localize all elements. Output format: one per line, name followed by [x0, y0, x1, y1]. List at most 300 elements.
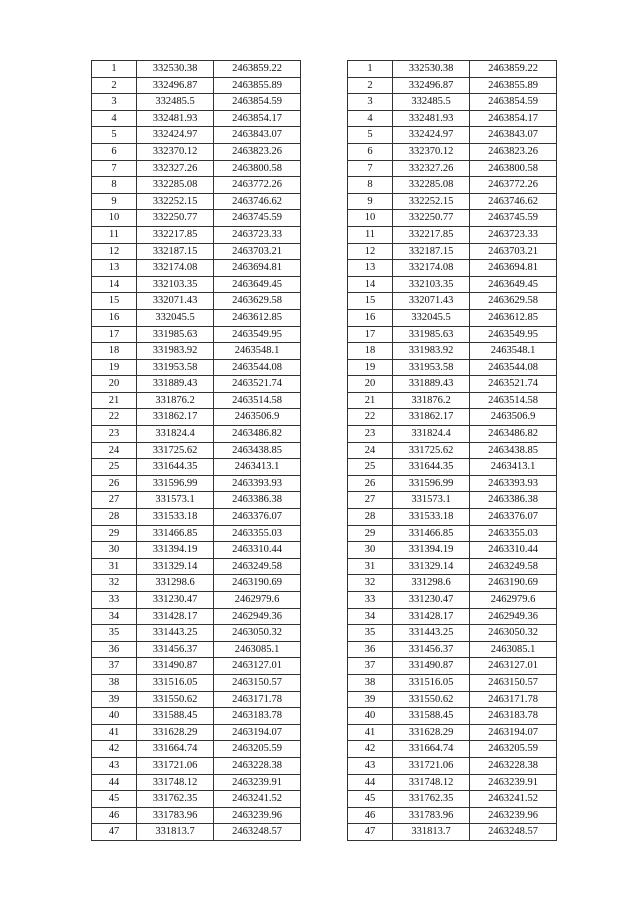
- x-coordinate-cell: 331725.62: [393, 442, 470, 459]
- x-coordinate-cell: 331466.85: [393, 525, 470, 542]
- table-row: [348, 127, 557, 144]
- x-coordinate-cell: 331813.7: [393, 824, 470, 841]
- y-coordinate-cell: 2463745.59: [214, 210, 301, 227]
- point-number-cell: 35: [92, 625, 137, 642]
- point-number-cell: 40: [92, 708, 137, 725]
- table-row: [92, 575, 301, 592]
- y-coordinate-cell: 2463745.59: [470, 210, 557, 227]
- x-coordinate-cell: 332530.38: [137, 61, 214, 78]
- table-row: [92, 293, 301, 310]
- y-coordinate-cell: 2463171.78: [470, 691, 557, 708]
- y-coordinate-cell: 2463355.03: [470, 525, 557, 542]
- point-number-cell: 39: [92, 691, 137, 708]
- table-row: [348, 243, 557, 260]
- point-number-cell: 16: [348, 309, 393, 326]
- table-row: [348, 359, 557, 376]
- point-number-cell: 37: [92, 658, 137, 675]
- y-coordinate-cell: 2463241.52: [470, 791, 557, 808]
- table-row: [92, 409, 301, 426]
- table-row: [348, 77, 557, 94]
- y-coordinate-cell: 2463127.01: [214, 658, 301, 675]
- point-number-cell: 38: [92, 674, 137, 691]
- x-coordinate-cell: 331490.87: [137, 658, 214, 675]
- point-number-cell: 45: [92, 791, 137, 808]
- x-coordinate-cell: 331230.47: [393, 592, 470, 609]
- x-coordinate-cell: 331588.45: [393, 708, 470, 725]
- y-coordinate-cell: 2463386.38: [470, 492, 557, 509]
- y-coordinate-cell: 2463723.33: [470, 226, 557, 243]
- y-coordinate-cell: 2463050.32: [214, 625, 301, 642]
- table-row: [348, 210, 557, 227]
- x-coordinate-cell: 332103.35: [137, 276, 214, 293]
- point-number-cell: 11: [348, 226, 393, 243]
- point-number-cell: 4: [348, 110, 393, 127]
- point-number-cell: 30: [92, 542, 137, 559]
- y-coordinate-cell: 2463549.95: [470, 326, 557, 343]
- table-row: [92, 525, 301, 542]
- point-number-cell: 11: [92, 226, 137, 243]
- point-number-cell: 41: [92, 724, 137, 741]
- x-coordinate-cell: 331725.62: [137, 442, 214, 459]
- x-coordinate-cell: 332370.12: [393, 143, 470, 160]
- table-row: [348, 774, 557, 791]
- x-coordinate-cell: 332485.5: [137, 94, 214, 111]
- point-number-cell: 17: [92, 326, 137, 343]
- y-coordinate-cell: 2463612.85: [470, 309, 557, 326]
- y-coordinate-cell: 2463228.38: [214, 757, 301, 774]
- y-coordinate-cell: 2463190.69: [470, 575, 557, 592]
- y-coordinate-cell: 2463843.07: [470, 127, 557, 144]
- y-coordinate-cell: 2463694.81: [214, 260, 301, 277]
- y-coordinate-cell: 2463228.38: [470, 757, 557, 774]
- table-row: [348, 658, 557, 675]
- x-coordinate-cell: 331644.35: [137, 459, 214, 476]
- point-number-cell: 14: [92, 276, 137, 293]
- x-coordinate-cell: 331824.4: [393, 426, 470, 443]
- table-row: [92, 824, 301, 841]
- table-row: [92, 475, 301, 492]
- y-coordinate-cell: 2463310.44: [214, 542, 301, 559]
- x-coordinate-cell: 331428.17: [137, 608, 214, 625]
- x-coordinate-cell: 331466.85: [137, 525, 214, 542]
- y-coordinate-cell: 2463183.78: [214, 708, 301, 725]
- point-number-cell: 36: [92, 641, 137, 658]
- point-number-cell: 47: [92, 824, 137, 841]
- table-row: [348, 558, 557, 575]
- point-number-cell: 22: [348, 409, 393, 426]
- x-coordinate-cell: 331876.2: [393, 392, 470, 409]
- table-row: [348, 293, 557, 310]
- y-coordinate-cell: 2463194.07: [470, 724, 557, 741]
- point-number-cell: 3: [348, 94, 393, 111]
- y-coordinate-cell: 2463050.32: [470, 625, 557, 642]
- x-coordinate-cell: 331748.12: [393, 774, 470, 791]
- y-coordinate-cell: 2463703.21: [214, 243, 301, 260]
- x-coordinate-cell: 331748.12: [137, 774, 214, 791]
- x-coordinate-cell: 332071.43: [393, 293, 470, 310]
- y-coordinate-cell: 2463855.89: [214, 77, 301, 94]
- table-row: [92, 426, 301, 443]
- x-coordinate-cell: 332071.43: [137, 293, 214, 310]
- x-coordinate-cell: 331533.18: [137, 509, 214, 526]
- table-row: [348, 110, 557, 127]
- table-row: [92, 193, 301, 210]
- table-row: [348, 326, 557, 343]
- table-row: [348, 442, 557, 459]
- x-coordinate-cell: 331443.25: [393, 625, 470, 642]
- x-coordinate-cell: 331628.29: [393, 724, 470, 741]
- table-row: [348, 674, 557, 691]
- y-coordinate-cell: 2463393.93: [470, 475, 557, 492]
- table-row: [92, 741, 301, 758]
- point-number-cell: 3: [92, 94, 137, 111]
- table-row: [348, 409, 557, 426]
- x-coordinate-cell: 331762.35: [393, 791, 470, 808]
- table-row: [348, 691, 557, 708]
- point-number-cell: 18: [348, 343, 393, 360]
- table-row: [348, 276, 557, 293]
- x-coordinate-cell: 331889.43: [137, 376, 214, 393]
- x-coordinate-cell: 331394.19: [137, 542, 214, 559]
- point-number-cell: 41: [348, 724, 393, 741]
- table-row: [92, 94, 301, 111]
- x-coordinate-cell: 332285.08: [137, 177, 214, 194]
- table-row: [348, 193, 557, 210]
- table-row: [348, 94, 557, 111]
- coordinate-table-right: [347, 60, 557, 841]
- y-coordinate-cell: 2463249.58: [214, 558, 301, 575]
- y-coordinate-cell: 2463248.57: [470, 824, 557, 841]
- y-coordinate-cell: 2463723.33: [214, 226, 301, 243]
- table-row: [92, 143, 301, 160]
- table-row: [348, 791, 557, 808]
- y-coordinate-cell: 2463694.81: [470, 260, 557, 277]
- point-number-cell: 33: [92, 592, 137, 609]
- y-coordinate-cell: 2462949.36: [214, 608, 301, 625]
- table-row: [92, 641, 301, 658]
- x-coordinate-cell: 331550.62: [393, 691, 470, 708]
- table-row: [92, 376, 301, 393]
- point-number-cell: 10: [348, 210, 393, 227]
- x-coordinate-cell: 331516.05: [137, 674, 214, 691]
- x-coordinate-cell: 332045.5: [393, 309, 470, 326]
- x-coordinate-cell: 331862.17: [393, 409, 470, 426]
- point-number-cell: 1: [348, 61, 393, 78]
- point-number-cell: 29: [92, 525, 137, 542]
- table-row: [92, 791, 301, 808]
- x-coordinate-cell: 331596.99: [393, 475, 470, 492]
- point-number-cell: 23: [348, 426, 393, 443]
- y-coordinate-cell: 2463800.58: [214, 160, 301, 177]
- point-number-cell: 2: [92, 77, 137, 94]
- table-row: [92, 77, 301, 94]
- y-coordinate-cell: 2463823.26: [470, 143, 557, 160]
- y-coordinate-cell: 2463629.58: [470, 293, 557, 310]
- x-coordinate-cell: 332424.97: [393, 127, 470, 144]
- y-coordinate-cell: 2463150.57: [214, 674, 301, 691]
- point-number-cell: 5: [348, 127, 393, 144]
- x-coordinate-cell: 332485.5: [393, 94, 470, 111]
- x-coordinate-cell: 331953.58: [137, 359, 214, 376]
- y-coordinate-cell: 2463703.21: [470, 243, 557, 260]
- point-number-cell: 26: [348, 475, 393, 492]
- point-number-cell: 39: [348, 691, 393, 708]
- y-coordinate-cell: 2463629.58: [214, 293, 301, 310]
- point-number-cell: 19: [348, 359, 393, 376]
- y-coordinate-cell: 2463548.1: [470, 343, 557, 360]
- x-coordinate-cell: 331230.47: [137, 592, 214, 609]
- y-coordinate-cell: 2463800.58: [470, 160, 557, 177]
- table-row: [348, 542, 557, 559]
- point-number-cell: 25: [348, 459, 393, 476]
- x-coordinate-cell: 331889.43: [393, 376, 470, 393]
- table-row: [92, 492, 301, 509]
- x-coordinate-cell: 331721.06: [137, 757, 214, 774]
- point-number-cell: 27: [92, 492, 137, 509]
- point-number-cell: 20: [348, 376, 393, 393]
- y-coordinate-cell: 2463649.45: [470, 276, 557, 293]
- y-coordinate-cell: 2463205.59: [214, 741, 301, 758]
- x-coordinate-cell: 332530.38: [393, 61, 470, 78]
- coordinate-table-right-body: [348, 61, 557, 841]
- point-number-cell: 30: [348, 542, 393, 559]
- point-number-cell: 8: [92, 177, 137, 194]
- x-coordinate-cell: 331516.05: [393, 674, 470, 691]
- point-number-cell: 10: [92, 210, 137, 227]
- point-number-cell: 46: [92, 807, 137, 824]
- y-coordinate-cell: 2463746.62: [214, 193, 301, 210]
- x-coordinate-cell: 331628.29: [137, 724, 214, 741]
- y-coordinate-cell: 2463746.62: [470, 193, 557, 210]
- coordinate-table-left-body: [92, 61, 301, 841]
- table-row: [92, 359, 301, 376]
- y-coordinate-cell: 2463521.74: [470, 376, 557, 393]
- y-coordinate-cell: 2463544.08: [470, 359, 557, 376]
- y-coordinate-cell: 2463854.59: [214, 94, 301, 111]
- y-coordinate-cell: 2463772.26: [214, 177, 301, 194]
- table-row: [92, 110, 301, 127]
- table-row: [92, 691, 301, 708]
- x-coordinate-cell: 331456.37: [393, 641, 470, 658]
- table-row: [92, 757, 301, 774]
- point-number-cell: 6: [92, 143, 137, 160]
- x-coordinate-cell: 331953.58: [393, 359, 470, 376]
- table-row: [92, 724, 301, 741]
- point-number-cell: 24: [92, 442, 137, 459]
- point-number-cell: 20: [92, 376, 137, 393]
- x-coordinate-cell: 331813.7: [137, 824, 214, 841]
- y-coordinate-cell: 2463248.57: [214, 824, 301, 841]
- x-coordinate-cell: 331533.18: [393, 509, 470, 526]
- y-coordinate-cell: 2463549.95: [214, 326, 301, 343]
- point-number-cell: 36: [348, 641, 393, 658]
- point-number-cell: 7: [92, 160, 137, 177]
- table-row: [92, 127, 301, 144]
- x-coordinate-cell: 331644.35: [393, 459, 470, 476]
- table-row: [348, 177, 557, 194]
- point-number-cell: 32: [348, 575, 393, 592]
- x-coordinate-cell: 331783.96: [137, 807, 214, 824]
- x-coordinate-cell: 332496.87: [393, 77, 470, 94]
- y-coordinate-cell: 2463190.69: [214, 575, 301, 592]
- y-coordinate-cell: 2463239.96: [470, 807, 557, 824]
- y-coordinate-cell: 2463376.07: [470, 509, 557, 526]
- y-coordinate-cell: 2463249.58: [470, 558, 557, 575]
- table-row: [92, 608, 301, 625]
- x-coordinate-cell: 332045.5: [137, 309, 214, 326]
- point-number-cell: 28: [348, 509, 393, 526]
- point-number-cell: 31: [348, 558, 393, 575]
- x-coordinate-cell: 331588.45: [137, 708, 214, 725]
- x-coordinate-cell: 331329.14: [393, 558, 470, 575]
- x-coordinate-cell: 332217.85: [393, 226, 470, 243]
- point-number-cell: 9: [92, 193, 137, 210]
- table-row: [348, 260, 557, 277]
- x-coordinate-cell: 331862.17: [137, 409, 214, 426]
- y-coordinate-cell: 2463205.59: [470, 741, 557, 758]
- x-coordinate-cell: 331428.17: [393, 608, 470, 625]
- table-row: [348, 61, 557, 78]
- point-number-cell: 31: [92, 558, 137, 575]
- table-row: [348, 226, 557, 243]
- x-coordinate-cell: 332327.26: [393, 160, 470, 177]
- point-number-cell: 47: [348, 824, 393, 841]
- point-number-cell: 5: [92, 127, 137, 144]
- table-row: [348, 757, 557, 774]
- table-row: [348, 392, 557, 409]
- table-row: [348, 509, 557, 526]
- table-row: [92, 276, 301, 293]
- x-coordinate-cell: 331985.63: [393, 326, 470, 343]
- y-coordinate-cell: 2463239.91: [470, 774, 557, 791]
- point-number-cell: 21: [92, 392, 137, 409]
- table-row: [348, 143, 557, 160]
- point-number-cell: 37: [348, 658, 393, 675]
- table-row: [92, 343, 301, 360]
- x-coordinate-cell: 332252.15: [393, 193, 470, 210]
- point-number-cell: 27: [348, 492, 393, 509]
- y-coordinate-cell: 2463194.07: [214, 724, 301, 741]
- y-coordinate-cell: 2463514.58: [470, 392, 557, 409]
- table-row: [92, 509, 301, 526]
- table-row: [348, 807, 557, 824]
- y-coordinate-cell: 2463854.17: [470, 110, 557, 127]
- table-row: [92, 625, 301, 642]
- y-coordinate-cell: 2463310.44: [470, 542, 557, 559]
- y-coordinate-cell: 2463085.1: [214, 641, 301, 658]
- point-number-cell: 12: [348, 243, 393, 260]
- point-number-cell: 35: [348, 625, 393, 642]
- x-coordinate-cell: 331783.96: [393, 807, 470, 824]
- x-coordinate-cell: 331456.37: [137, 641, 214, 658]
- point-number-cell: 24: [348, 442, 393, 459]
- x-coordinate-cell: 332174.08: [137, 260, 214, 277]
- table-row: [348, 525, 557, 542]
- y-coordinate-cell: 2463150.57: [470, 674, 557, 691]
- y-coordinate-cell: 2463413.1: [214, 459, 301, 476]
- table-row: [348, 475, 557, 492]
- table-row: [92, 658, 301, 675]
- table-row: [92, 177, 301, 194]
- table-row: [92, 326, 301, 343]
- y-coordinate-cell: 2463843.07: [214, 127, 301, 144]
- y-coordinate-cell: 2463085.1: [470, 641, 557, 658]
- point-number-cell: 16: [92, 309, 137, 326]
- table-row: [348, 376, 557, 393]
- x-coordinate-cell: 331298.6: [137, 575, 214, 592]
- x-coordinate-cell: 332370.12: [137, 143, 214, 160]
- x-coordinate-cell: 331329.14: [137, 558, 214, 575]
- x-coordinate-cell: 331664.74: [137, 741, 214, 758]
- table-row: [348, 708, 557, 725]
- point-number-cell: 34: [348, 608, 393, 625]
- table-row: [348, 608, 557, 625]
- y-coordinate-cell: 2463649.45: [214, 276, 301, 293]
- x-coordinate-cell: 331394.19: [393, 542, 470, 559]
- y-coordinate-cell: 2462949.36: [470, 608, 557, 625]
- point-number-cell: 34: [92, 608, 137, 625]
- table-row: [348, 459, 557, 476]
- y-coordinate-cell: 2463506.9: [214, 409, 301, 426]
- table-row: [92, 243, 301, 260]
- table-row: [348, 641, 557, 658]
- point-number-cell: 17: [348, 326, 393, 343]
- x-coordinate-cell: 331824.4: [137, 426, 214, 443]
- x-coordinate-cell: 332481.93: [137, 110, 214, 127]
- table-row: [348, 724, 557, 741]
- table-row: [92, 459, 301, 476]
- table-row: [348, 592, 557, 609]
- x-coordinate-cell: 332496.87: [137, 77, 214, 94]
- x-coordinate-cell: 332187.15: [137, 243, 214, 260]
- point-number-cell: 42: [92, 741, 137, 758]
- point-number-cell: 15: [348, 293, 393, 310]
- point-number-cell: 18: [92, 343, 137, 360]
- table-row: [92, 558, 301, 575]
- point-number-cell: 32: [92, 575, 137, 592]
- y-coordinate-cell: 2463854.59: [470, 94, 557, 111]
- table-row: [92, 708, 301, 725]
- x-coordinate-cell: 331573.1: [137, 492, 214, 509]
- table-row: [348, 160, 557, 177]
- x-coordinate-cell: 332174.08: [393, 260, 470, 277]
- point-number-cell: 40: [348, 708, 393, 725]
- point-number-cell: 45: [348, 791, 393, 808]
- point-number-cell: 23: [92, 426, 137, 443]
- table-row: [92, 160, 301, 177]
- point-number-cell: 42: [348, 741, 393, 758]
- y-coordinate-cell: 2462979.6: [214, 592, 301, 609]
- x-coordinate-cell: 331721.06: [393, 757, 470, 774]
- table-row: [92, 392, 301, 409]
- x-coordinate-cell: 331983.92: [137, 343, 214, 360]
- table-row: [92, 807, 301, 824]
- point-number-cell: 29: [348, 525, 393, 542]
- x-coordinate-cell: 332250.77: [393, 210, 470, 227]
- table-row: [348, 492, 557, 509]
- point-number-cell: 28: [92, 509, 137, 526]
- y-coordinate-cell: 2463183.78: [470, 708, 557, 725]
- y-coordinate-cell: 2463859.22: [214, 61, 301, 78]
- y-coordinate-cell: 2463854.17: [214, 110, 301, 127]
- point-number-cell: 12: [92, 243, 137, 260]
- table-row: [348, 824, 557, 841]
- x-coordinate-cell: 332481.93: [393, 110, 470, 127]
- point-number-cell: 6: [348, 143, 393, 160]
- y-coordinate-cell: 2462979.6: [470, 592, 557, 609]
- y-coordinate-cell: 2463355.03: [214, 525, 301, 542]
- point-number-cell: 13: [348, 260, 393, 277]
